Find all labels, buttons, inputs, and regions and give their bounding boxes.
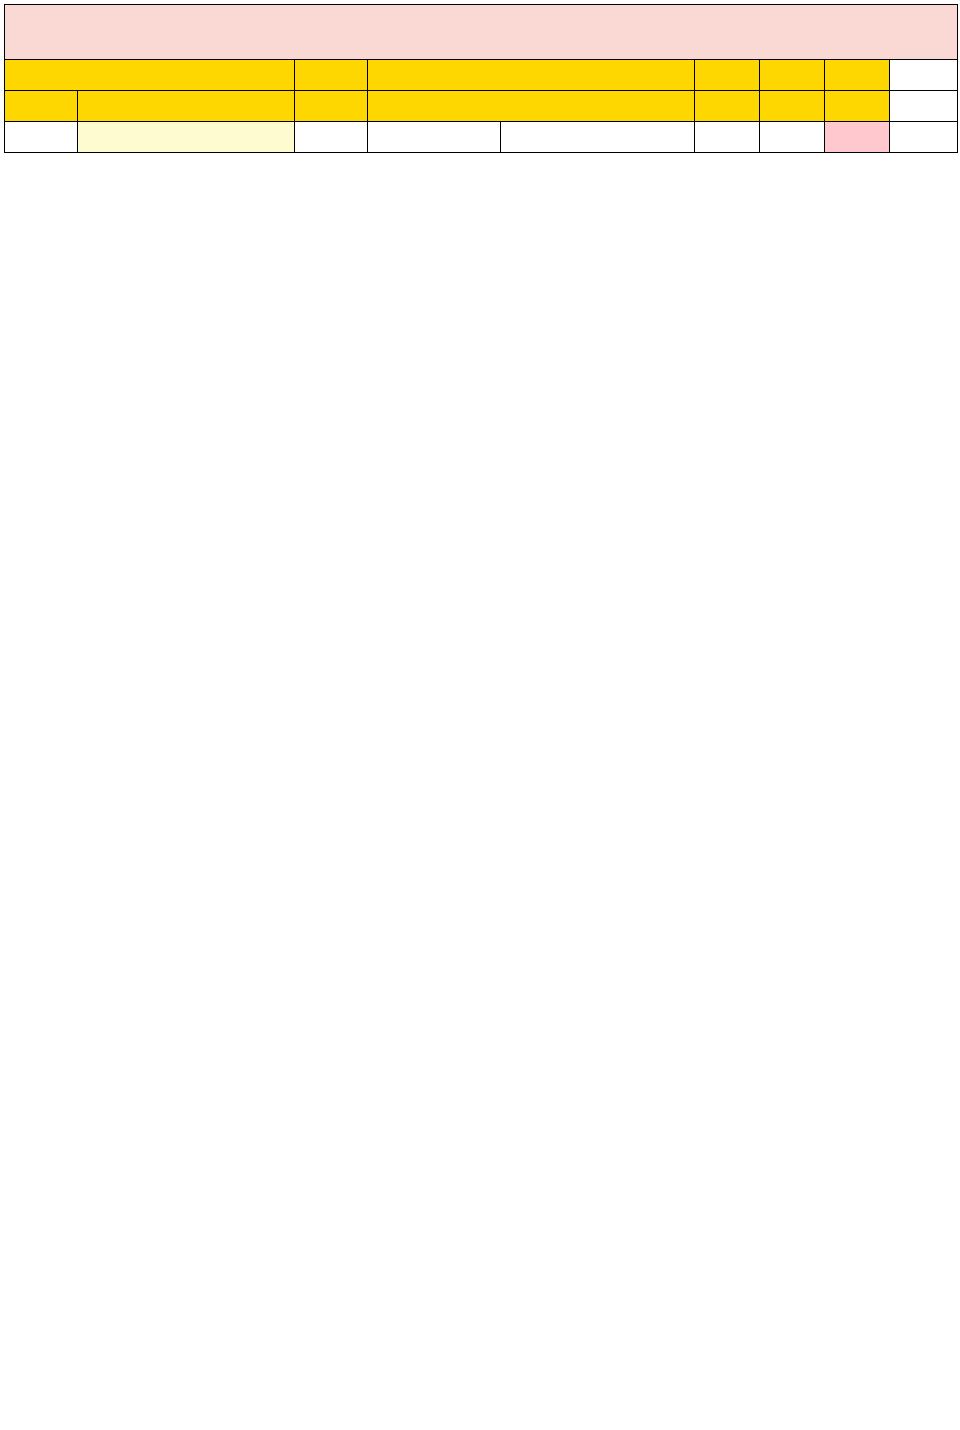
region-b (760, 91, 825, 122)
total-a (695, 60, 760, 91)
city-num (295, 122, 368, 153)
city-code (5, 122, 78, 153)
total-count (295, 60, 368, 91)
table-body-athens (5, 5, 958, 153)
city-row-blank (78, 122, 295, 153)
region-row-spacer (368, 91, 695, 122)
total-c (825, 60, 890, 91)
region-c (825, 91, 890, 122)
total-b (760, 60, 825, 91)
total-row-blank (5, 60, 295, 91)
region-banner (5, 5, 958, 60)
city-name (501, 122, 695, 153)
region-a (695, 91, 760, 122)
region-total (295, 91, 368, 122)
city-c (825, 122, 890, 153)
city-row (5, 122, 958, 153)
total-row-spacer (368, 60, 695, 91)
total-row (5, 60, 958, 91)
banner-row (5, 5, 958, 60)
region-name (78, 91, 295, 122)
total-zip-blank (890, 60, 958, 91)
city-a (695, 122, 760, 153)
city-b (760, 122, 825, 153)
spreadsheet (4, 4, 957, 153)
city-zip-blank (890, 122, 958, 153)
region-code (5, 91, 78, 122)
region-row (5, 91, 958, 122)
data-table (4, 4, 958, 153)
region-zip-blank (890, 91, 958, 122)
city-genitive (368, 122, 501, 153)
